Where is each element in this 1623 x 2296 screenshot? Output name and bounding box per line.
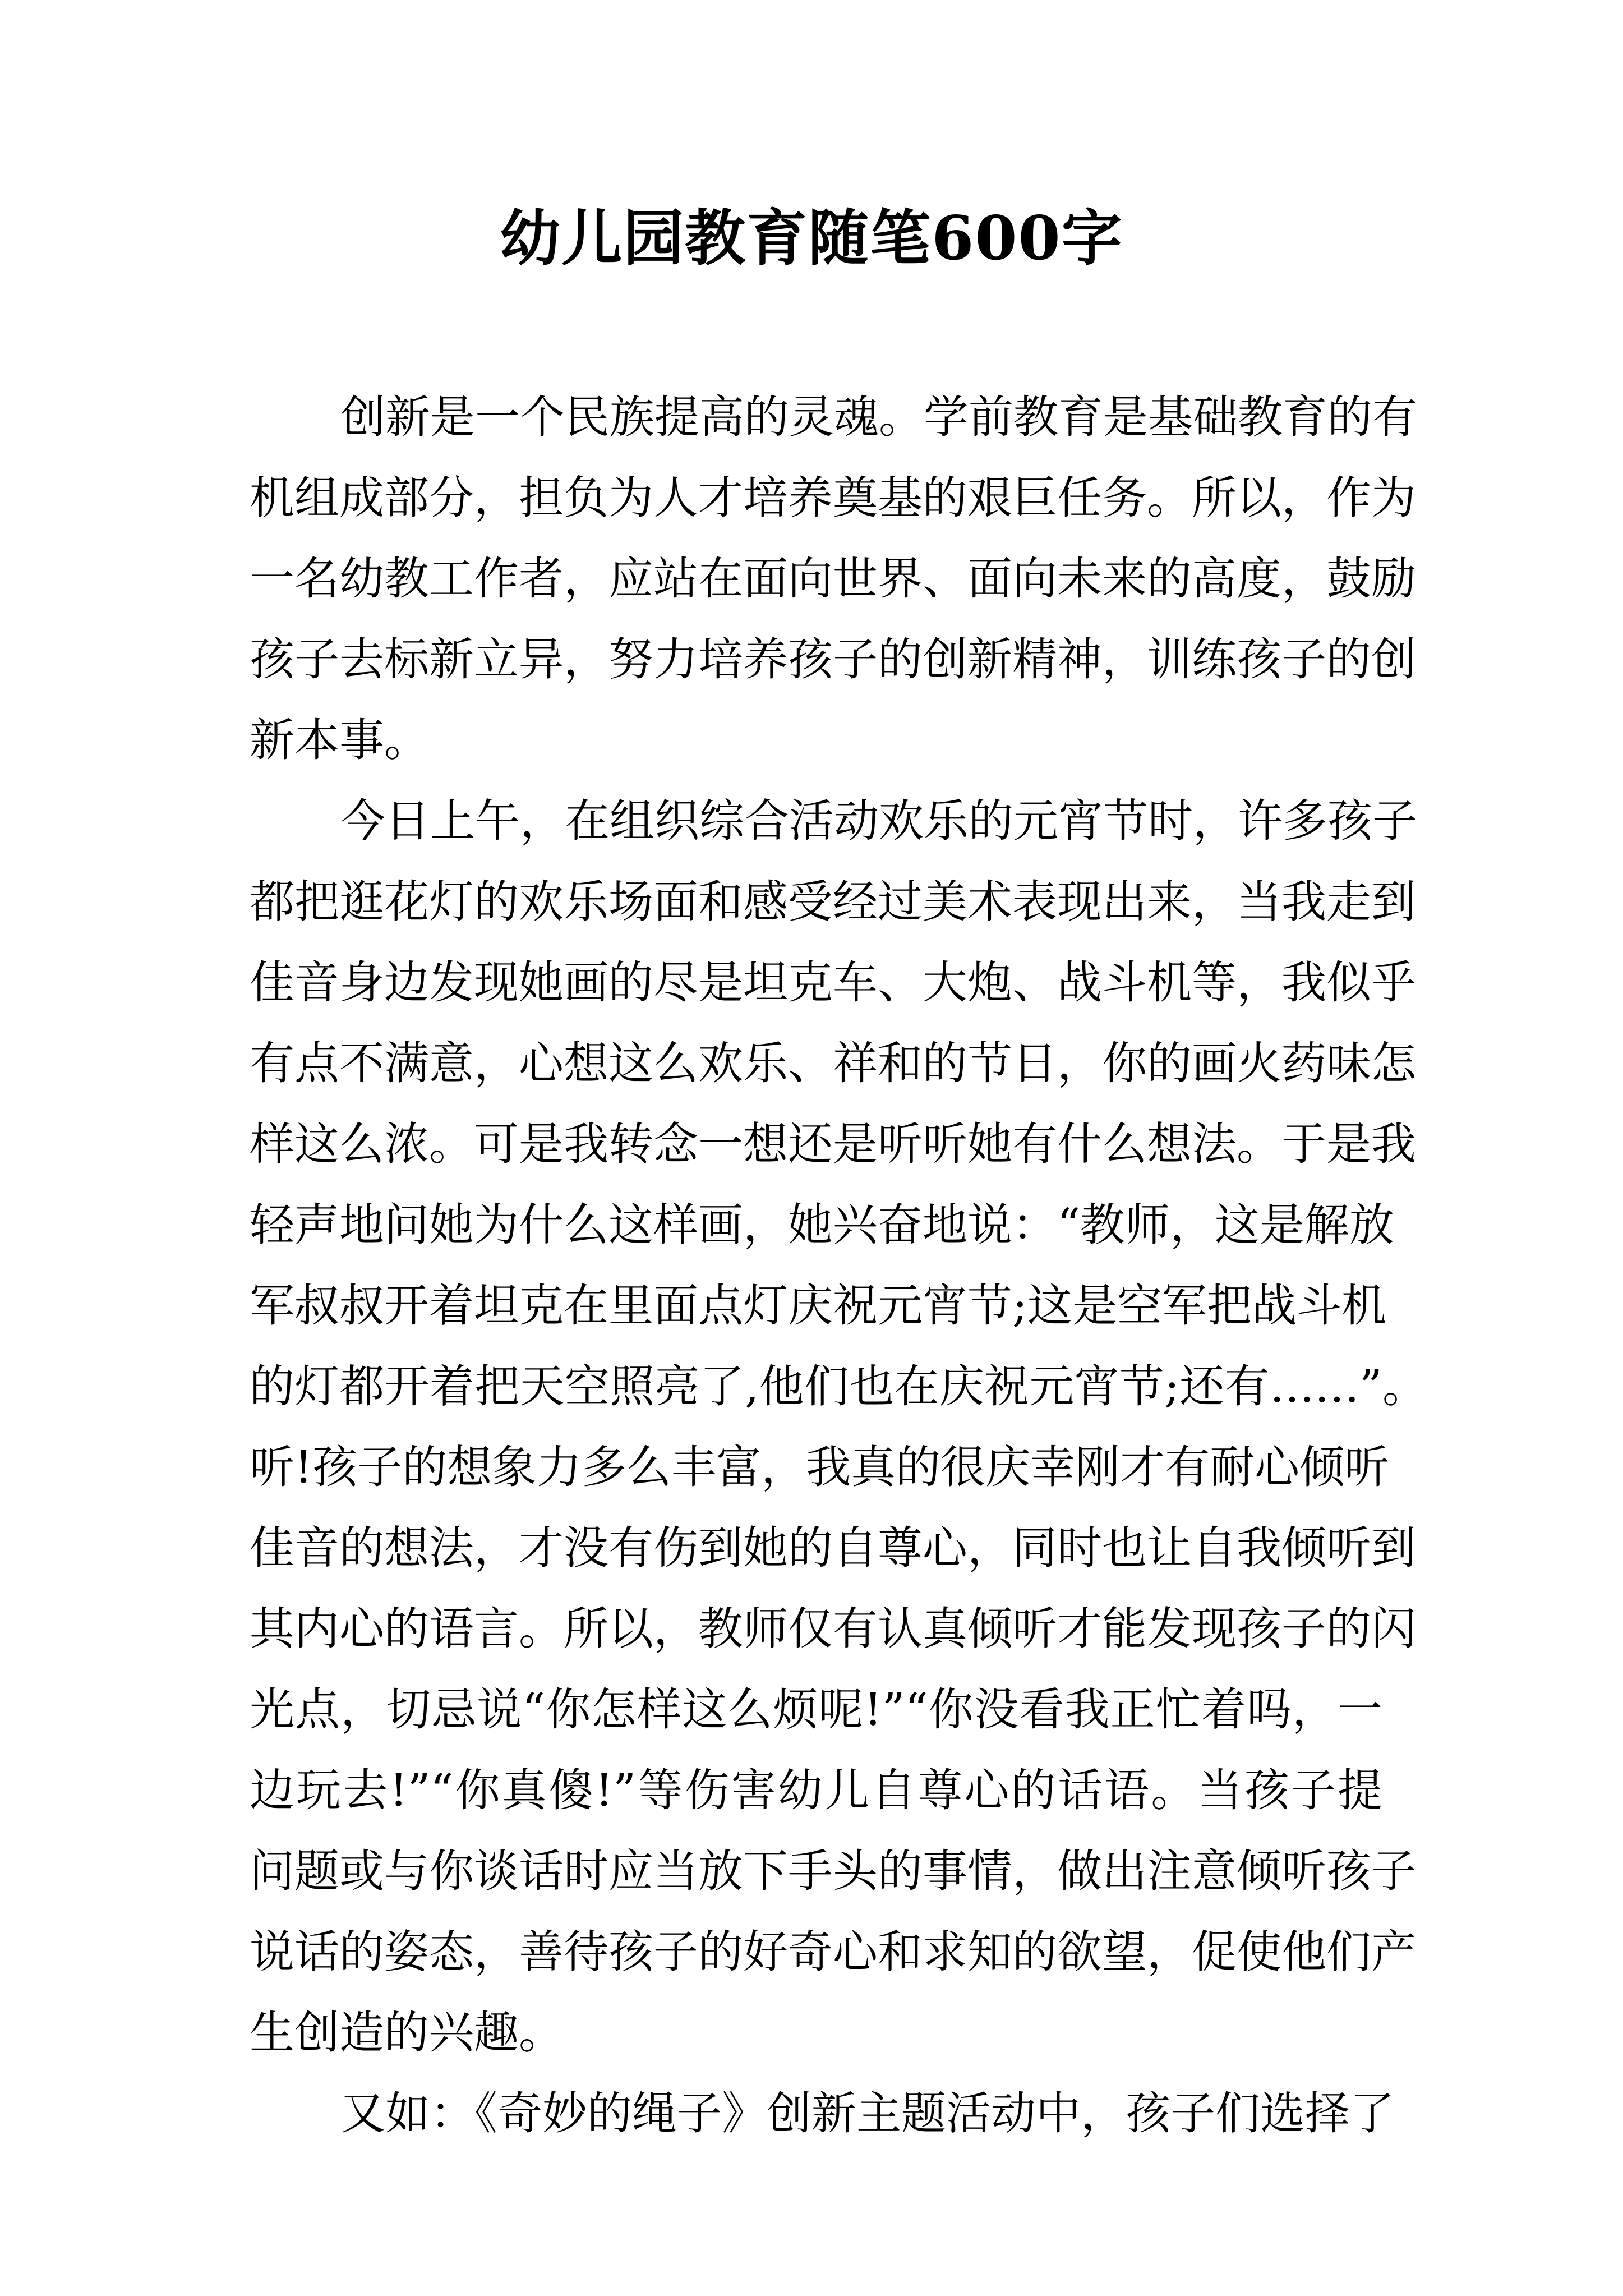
paragraph-line: 其内心的语言。所以，教师仅有认真倾听才能发现孩子的闪	[250, 1603, 1416, 1655]
paragraph-line: 说话的姿态，善待孩子的好奇心和求知的欲望，促使他们产	[250, 1926, 1416, 1978]
paragraph-line: 问题或与你谈话时应当放下手头的事情，做出注意倾听孩子	[250, 1845, 1416, 1897]
paragraph-line: 又如：《奇妙的绳子》创新主题活动中，孩子们选择了	[340, 2087, 1395, 2139]
document-body	[250, 377, 1427, 2154]
paragraph-line: 今日上午，在组织综合活动欢乐的元宵节时，许多孩子	[340, 795, 1417, 847]
document-title: 幼儿园教育随笔600字	[500, 203, 1123, 274]
paragraph-line: 佳音身边发现她画的尽是坦克车、大炮、战斗机等，我似乎	[250, 956, 1416, 1009]
paragraph-line: 新本事。	[250, 714, 429, 766]
paragraph-line: 机组成部分，担负为人才培养奠基的艰巨任务。所以，作为	[250, 472, 1416, 524]
paragraph-line: 有点不满意，心想这么欢乐、祥和的节日，你的画火药味怎	[250, 1037, 1416, 1089]
paragraph-line: 孩子去标新立异，努力培养孩子的创新精神，训练孩子的创	[250, 633, 1416, 685]
paragraph-line: 轻声地问她为什么这样画，她兴奋地说：“教师，这是解放	[250, 1199, 1394, 1251]
paragraph-line: 光点，切忌说“你怎样这么烦呢!”“你没看我正忙着吗，一	[250, 1683, 1382, 1736]
paragraph-line: 生创造的兴趣。	[250, 2007, 564, 2059]
paragraph-line: 一名幼教工作者，应站在面向世界、面向未来的高度，鼓励	[250, 553, 1416, 605]
paragraph-line: 军叔叔开着坦克在里面点灯庆祝元宵节;这是空军把战斗机	[250, 1280, 1386, 1332]
paragraph-line: 佳音的想法，才没有伤到她的自尊心，同时也让自我倾听到	[250, 1522, 1416, 1574]
paragraph-line: 边玩去!”“你真傻!”等伤害幼儿自尊心的话语。当孩子提	[250, 1764, 1382, 1816]
paragraph-line: 听!孩子的想象力多么丰富，我真的很庆幸刚才有耐心倾听	[250, 1441, 1390, 1493]
paragraph-line: 创新是一个民族提高的灵魂。学前教育是基础教育的有	[340, 391, 1417, 443]
paragraph-line: 的灯都开着把天空照亮了,他们也在庆祝元宵节;还有……”。	[250, 1360, 1427, 1412]
paragraph-line: 样这么浓。可是我转念一想还是听听她有什么想法。于是我	[250, 1118, 1416, 1170]
paragraph-line: 都把逛花灯的欢乐场面和感受经过美术表现出来，当我走到	[250, 876, 1416, 928]
